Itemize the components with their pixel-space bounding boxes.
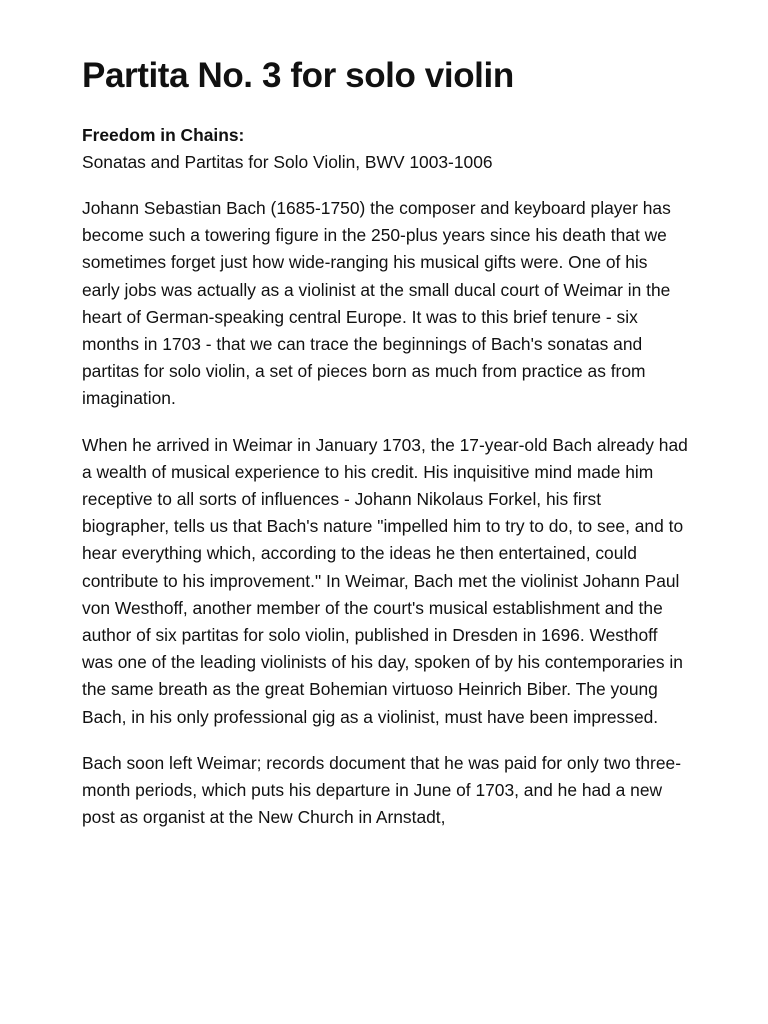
article xyxy=(82,54,688,850)
subtitle-heading: Freedom in Chains: xyxy=(82,125,245,145)
subtitle-block xyxy=(82,122,688,176)
paragraph-1: Johann Sebastian Bach (1685-1750) the composer and keyboard player has become such a towering figure in the 250-plus years since his death that we sometimes forget just how wide-ranging his musical gifts were. One of his early jobs was actually as a violinist at the small ducal court of Weimar in the heart of German-speaking central Europe. It was to this brief tenure - six months in 1703 - that we can trace the beginnings of Bach's sonatas and partitas for solo violin, a set of pieces born as much from practice as from imagination. xyxy=(82,198,671,409)
paragraph-3: Bach soon left Weimar; records document that he was paid for only two three-month periods, which puts his departure in June of 1703, and he had a new post as organist at the New Church in Arnstadt, xyxy=(82,752,681,828)
page-title: Partita No. 3 for solo violin xyxy=(82,56,514,95)
subtitle-text: Sonatas and Partitas for Solo Violin, BWV 1003-1006 xyxy=(82,152,493,172)
paragraph-2: When he arrived in Weimar in January 1703, the 17-year-old Bach already had a wealth of musical experience to his credit. His inquisitive mind made him receptive to all sorts of influences - Johann Nikolaus Forkel, his first biographer, tells us that Bach's nature "impelled him to try to do, to see, and to hear everything which, according to the ideas he then entertained, could contribute to his improvement." In Weimar, Bach met the violinist Johann Paul von Westhoff, another member of the court's musical establishment and the author of six partitas for solo violin, published in Dresden in 1696. Westhoff was one of the leading violinists of his day, spoken of by his contemporaries in the same breath as the great Bohemian virtuoso Heinrich Biber. The young Bach, in his only professional gig as a violinist, must have been impressed. xyxy=(82,434,688,727)
